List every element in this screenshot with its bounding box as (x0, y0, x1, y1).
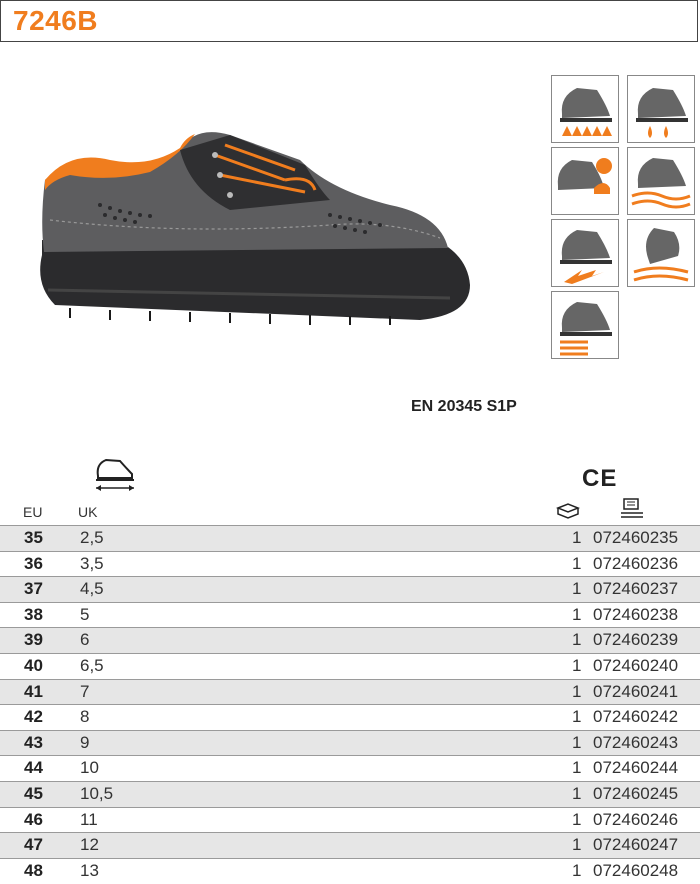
article-code-cell: 072460245 (593, 783, 679, 803)
table-row (0, 551, 700, 577)
size-uk-cell: 10 (80, 758, 99, 778)
size-uk-cell: 4,5 (80, 579, 104, 599)
article-code-cell: 072460248 (593, 860, 679, 880)
shoe-size-icon (92, 456, 140, 492)
table-row (0, 704, 700, 730)
size-eu-cell: 35 (24, 528, 43, 547)
table-row (0, 858, 700, 884)
safety-standard: EN 20345 S1P (411, 398, 517, 415)
size-uk-cell: 10,5 (80, 783, 114, 803)
size-eu-cell: 42 (24, 707, 43, 727)
article-code-cell: 072460239 (593, 630, 679, 650)
anti-perforation-icon (551, 291, 619, 359)
package-quantity-icon (556, 500, 580, 520)
table-row (0, 653, 700, 679)
article-code-cell: 072460240 (593, 655, 679, 675)
size-eu-cell: 47 (24, 835, 43, 855)
size-uk-cell: 2,5 (80, 528, 104, 547)
quantity-cell: 1 (572, 707, 582, 727)
table-row (0, 602, 700, 628)
table-row (0, 679, 700, 705)
quantity-cell: 1 (572, 835, 582, 855)
size-uk-cell: 6 (80, 630, 90, 650)
size-uk-cell: 11 (80, 809, 98, 829)
product-code: 7246B (13, 5, 99, 36)
size-uk-cell: 9 (80, 732, 90, 752)
size-uk-cell: 13 (80, 860, 99, 880)
size-uk-cell: 3,5 (80, 553, 104, 573)
article-code-cell: 072460244 (593, 758, 679, 778)
size-eu-cell: 39 (24, 630, 43, 650)
toecap-impact-icon (551, 147, 619, 215)
table-row (0, 781, 700, 807)
table-row (0, 832, 700, 858)
quantity-cell: 1 (572, 758, 582, 778)
size-uk-cell: 5 (80, 604, 90, 624)
article-code-cell: 072460243 (593, 732, 679, 752)
oil-resistant-icon (627, 75, 695, 143)
article-code-cell: 072460246 (593, 809, 679, 829)
quantity-cell: 1 (572, 604, 582, 624)
quantity-cell: 1 (572, 655, 582, 675)
quantity-cell: 1 (572, 681, 582, 701)
size-eu-cell: 41 (24, 681, 43, 701)
energy-absorbing-heel-icon (551, 219, 619, 287)
article-code-cell: 072460242 (593, 707, 679, 727)
size-eu-cell: 37 (24, 579, 43, 599)
quantity-cell: 1 (572, 783, 582, 803)
table-row (0, 576, 700, 602)
size-table (0, 525, 700, 883)
table-row (0, 730, 700, 756)
quantity-cell: 1 (572, 528, 582, 547)
table-row (0, 627, 700, 653)
table-row (0, 807, 700, 833)
size-eu-cell: 44 (24, 758, 43, 778)
size-eu-cell: 38 (24, 604, 43, 624)
title-bar (0, 0, 698, 42)
table-row (0, 755, 700, 781)
sole-spikes-icon (551, 75, 619, 143)
quantity-cell: 1 (572, 579, 582, 599)
size-eu-cell: 43 (24, 732, 43, 752)
column-header-uk: UK (78, 504, 98, 520)
article-code-cell: 072460241 (593, 681, 679, 701)
slip-resistant-icon (627, 219, 695, 287)
ce-mark: CE (582, 465, 618, 492)
antistatic-icon (627, 147, 695, 215)
table-row (0, 525, 700, 551)
article-code-cell: 072460247 (593, 835, 679, 855)
quantity-cell: 1 (572, 809, 582, 829)
size-eu-cell: 45 (24, 783, 43, 803)
quantity-cell: 1 (572, 553, 582, 573)
size-eu-cell: 46 (24, 809, 43, 829)
article-code-icon (620, 497, 644, 519)
shoe-image (30, 120, 480, 340)
size-eu-cell: 40 (24, 655, 43, 675)
size-uk-cell: 7 (80, 681, 90, 701)
article-code-cell: 072460236 (593, 553, 679, 573)
article-code-cell: 072460238 (593, 604, 679, 624)
size-eu-cell: 36 (24, 553, 43, 573)
article-code-cell: 072460237 (593, 579, 679, 599)
quantity-cell: 1 (572, 630, 582, 650)
article-code-cell: 072460235 (593, 528, 679, 547)
size-uk-cell: 12 (80, 835, 99, 855)
column-header-eu: EU (23, 504, 43, 520)
size-eu-cell: 48 (24, 860, 43, 880)
quantity-cell: 1 (572, 860, 582, 880)
quantity-cell: 1 (572, 732, 582, 752)
size-uk-cell: 8 (80, 707, 90, 727)
size-uk-cell: 6,5 (80, 655, 104, 675)
